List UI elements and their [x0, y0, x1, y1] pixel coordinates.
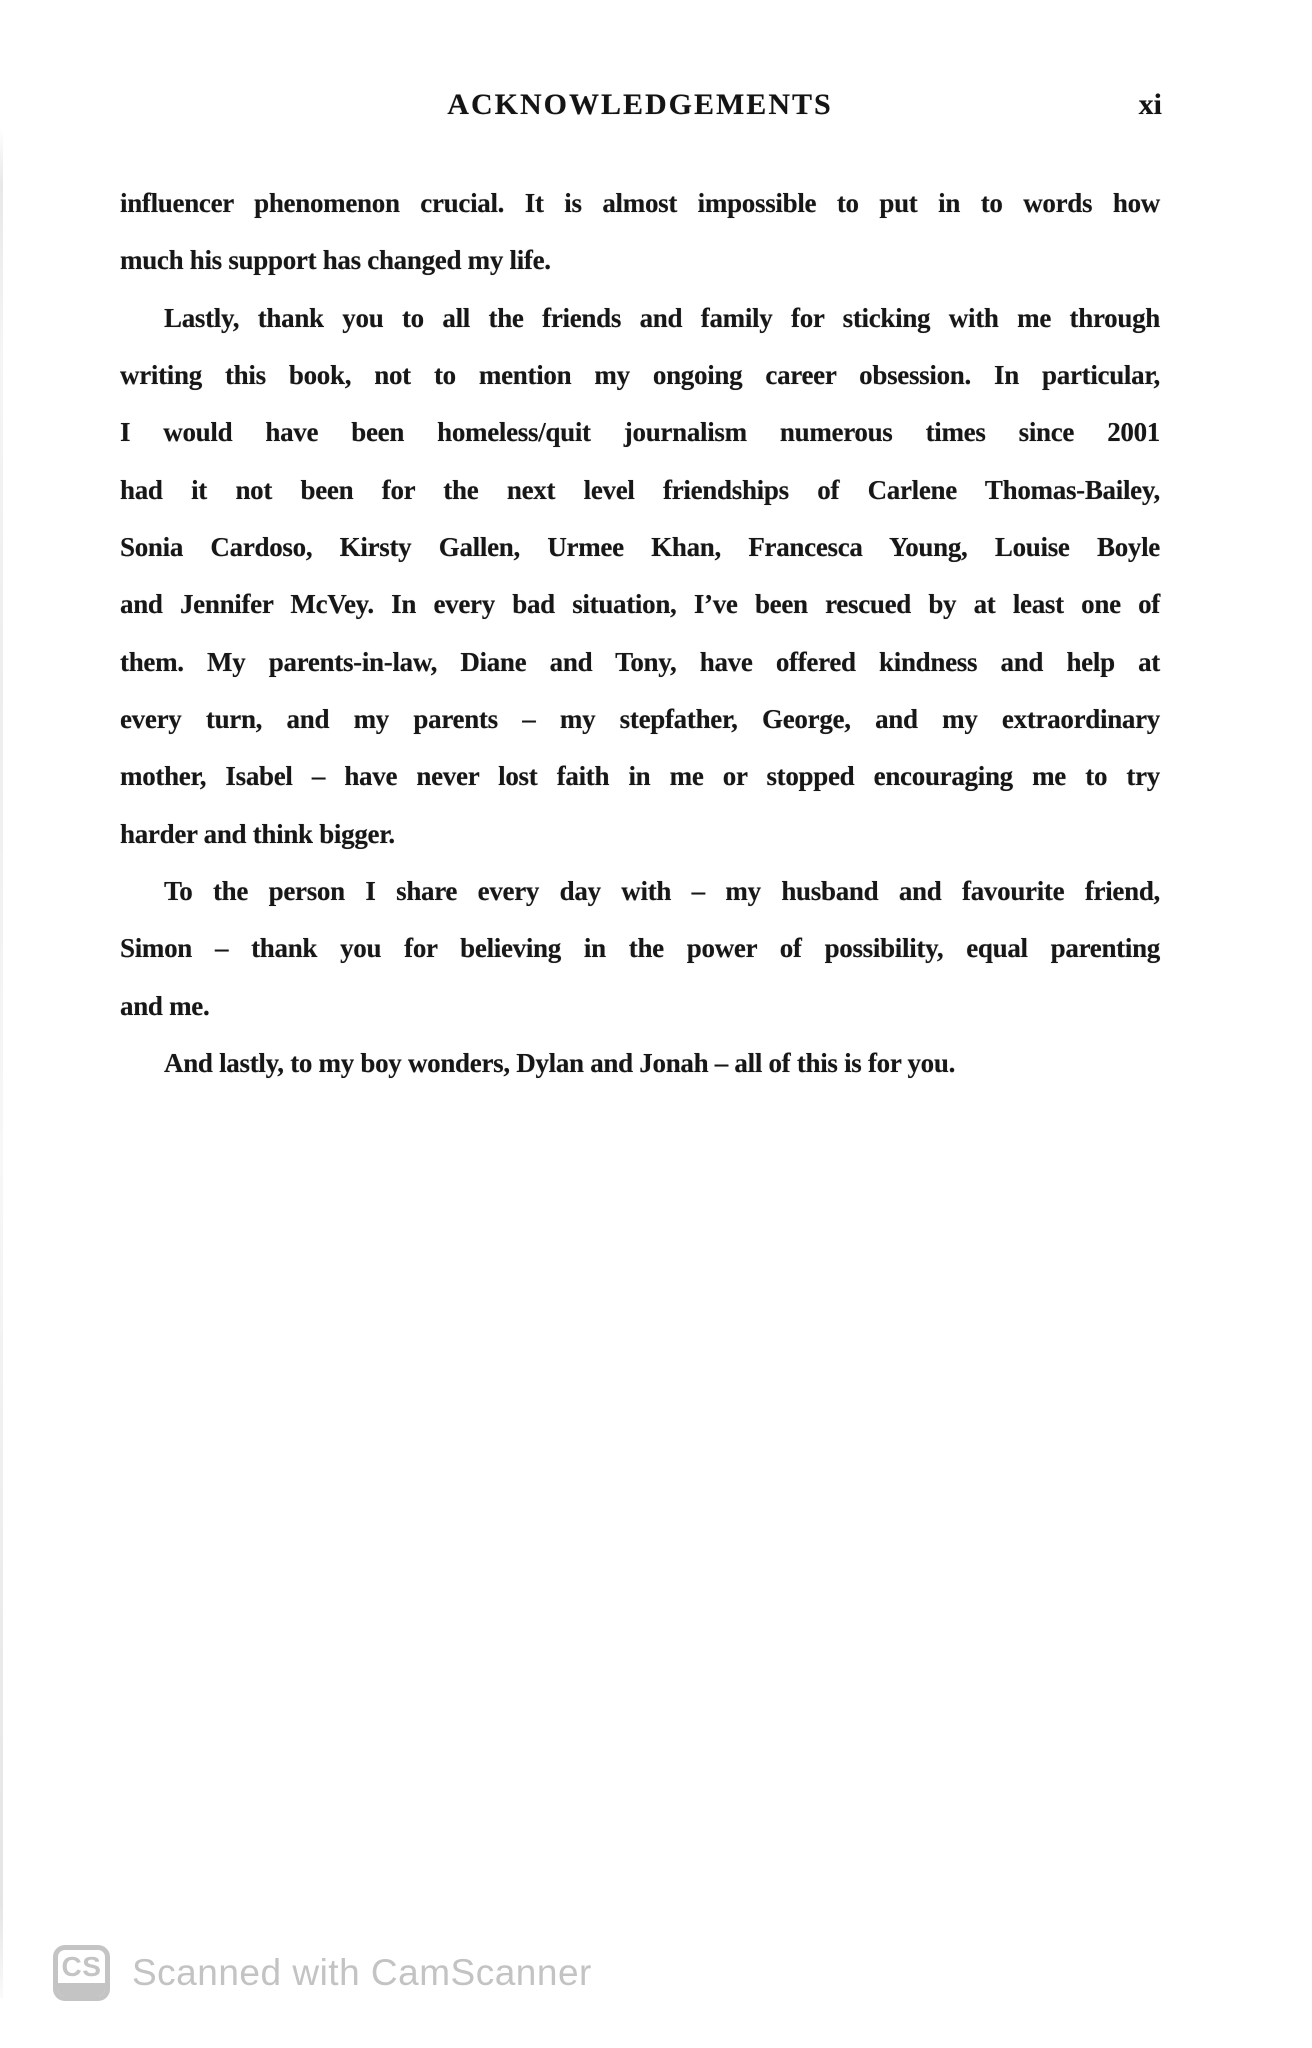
page-number: xi — [1138, 88, 1162, 121]
watermark-text: Scanned with CamScanner — [132, 1952, 592, 1993]
text-line: every turn, and my parents – my stepfather, George, and my extraordinary — [120, 704, 1160, 735]
text-line: Sonia Cardoso, Kirsty Gallen, Urmee Khan, Francesca Young, Louise Boyle — [120, 532, 1160, 563]
text-line: Lastly, thank you to all the friends and family for sticking with me through — [164, 302, 1160, 333]
text-line: And lastly, to my boy wonders, Dylan and Jonah – all of this is for you. — [164, 1048, 956, 1079]
camscanner-icon — [53, 1945, 110, 2001]
page-header-title: ACKNOWLEDGEMENTS — [447, 88, 833, 121]
text-line: I would have been homeless/quit journalism numerous times since 2001 — [120, 417, 1160, 448]
text-line: and Jennifer McVey. In every bad situation, I’ve been rescued by at least one of — [120, 589, 1160, 620]
scan-edge-artifact — [0, 128, 3, 1998]
text-line: them. My parents-in-law, Diane and Tony, have offered kindness and help at — [120, 646, 1160, 677]
text-line: Simon – thank you for believing in the power of possibility, equal parenting — [120, 933, 1160, 964]
camscanner-watermark — [53, 1944, 592, 2002]
camscanner-icon-bar — [58, 1983, 105, 1996]
text-line: influencer phenomenon crucial. It is almost impossible to put in to words how — [120, 188, 1160, 218]
text-line: To the person I share every day with – my husband and favourite friend, — [164, 876, 1160, 907]
text-line: and me. — [120, 990, 210, 1021]
text-line: writing this book, not to mention my ongoing career obsession. In particular, — [120, 360, 1160, 391]
text-line: much his support has changed my life. — [120, 245, 551, 276]
camscanner-icon-label: CS — [61, 1951, 102, 1982]
text-line: harder and think bigger. — [120, 818, 395, 849]
body-text — [120, 175, 1160, 1093]
text-line: mother, Isabel – have never lost faith in me or stopped encouraging me to try — [120, 761, 1160, 792]
text-line: had it not been for the next level friendships of Carlene Thomas-Bailey, — [120, 474, 1160, 505]
